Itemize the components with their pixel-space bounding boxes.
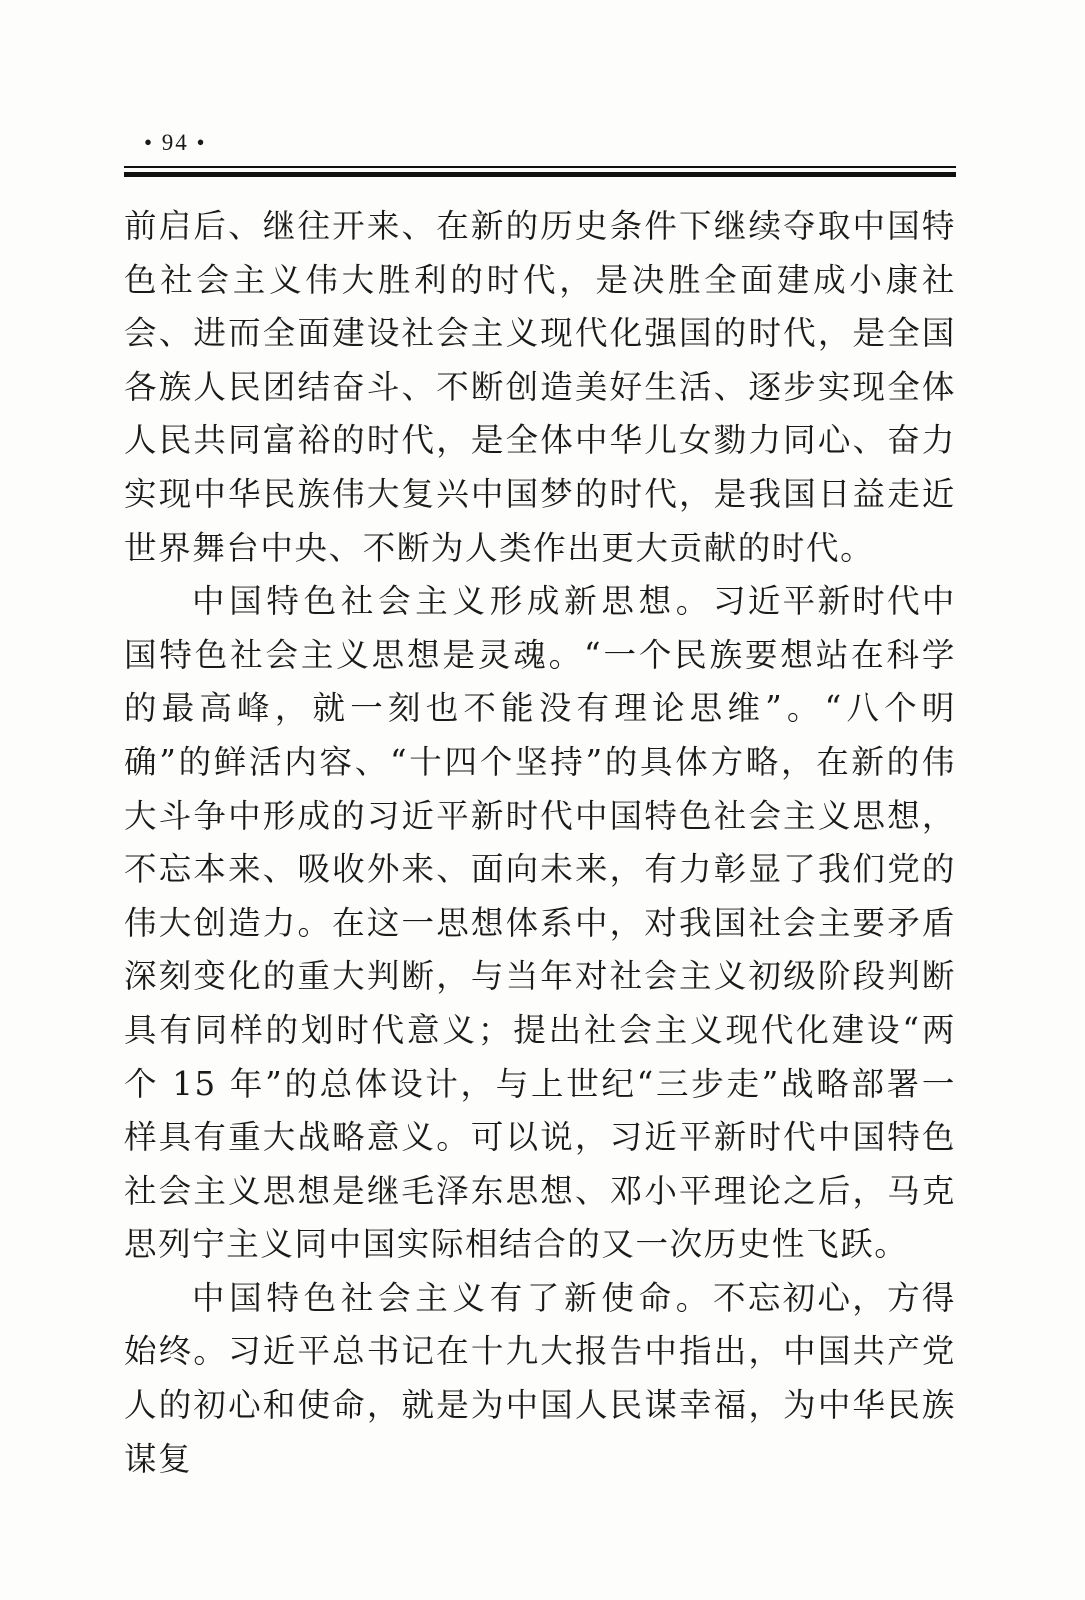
paragraph-lead-new-thought: 中国特色社会主义形成新思想。 (192, 582, 713, 621)
paragraph-text-new-thought: 习近平新时代中国特色社会主义思想是灵魂。“一个民族要想站在科学的最高峰，就一刻也不能没有理论思维”。“八个明确”的鲜活内容、“十四个坚持”的具体方略，在新的伟大斗争中形成的习近平新时代中国特色社会主义思想，不忘本来、吸收外来、面向未来，有力彰显了我们党的伟大创造力。在这一思想体系中，对我国社会主要矛盾深刻变化的重大判断，与当年对社会主义初级阶段判断具有同样的划时代意义；提出社会主义现代化建设“两个 15 年”的总体设计，与上世纪“三步走”战略部署一样具有重大战略意义。可以说，习近平新时代中国特色社会主义思想是继毛泽东思想、邓小平理论之后，马克思列宁主义同中国实际相结合的又一次历史性飞跃。 (124, 582, 956, 1264)
paragraph-text-new-mission: 不忘初心，方得始终。习近平总书记在十九大报告中指出，中国共产党人的初心和使命，就是为中国人民谋幸福，为中华民族谋复 (124, 1278, 956, 1478)
page-number: • 94 • (144, 130, 207, 155)
paragraph-new-thought (124, 575, 956, 1272)
paragraph-new-mission (124, 1272, 956, 1486)
paragraph-lead-new-mission: 中国特色社会主义有了新使命。 (192, 1278, 713, 1317)
header-rule-thin (124, 166, 956, 168)
header-rule-thick (124, 172, 956, 177)
page-header (124, 130, 956, 180)
page-body (124, 200, 956, 1486)
paragraph-continued: 前启后、继往开来、在新的历史条件下继续夺取中国特色社会主义伟大胜利的时代，是决胜全面建成小康社会、进而全面建设社会主义现代化强国的时代，是全国各族人民团结奋斗、不断创造美好生活、逐步实现全体人民共同富裕的时代，是全体中华儿女勠力同心、奋力实现中华民族伟大复兴中国梦的时代，是我国日益走近世界舞台中央、不断为人类作出更大贡献的时代。 (124, 207, 956, 567)
